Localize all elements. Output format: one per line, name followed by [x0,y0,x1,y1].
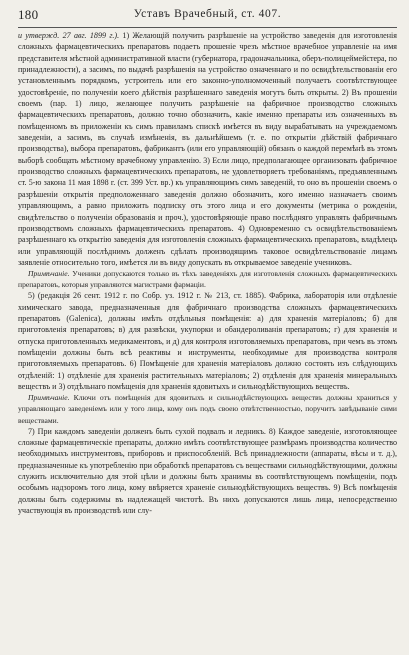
note-text: Ключи отъ помѣщенія для ядовитыхъ и сильнодѣйствующихъ веществъ должны храниться у управляющаго заведеніемъ или у того лица, кому онъ подъ своею отвѣтственностью, поручитъ завѣдываніе сими веществами. [18,393,397,425]
note-keys [18,392,397,425]
running-header [18,5,397,28]
paragraph-lead: и утвержд. 27 авг. 1899 г.). [18,31,120,40]
note-text: Ученики допускаются только въ тѣхъ заведеніяхъ для изготовленія сложныхъ фармацевтическихъ препаратовъ, которыя управляются магистрами фармаціи. [18,269,397,290]
paragraph-rules-7-9 [18,426,397,517]
note-lead: Примѣчаніе. [28,269,70,279]
note-lead: Примѣчаніе. [28,393,70,403]
paragraph-text: 1) Желающій получить разрѣшеніе на устройство заведенія для изготовленія сложныхъ фармацевтическихъ препаратовъ подаетъ прошеніе чрезъ мѣстное врачебное управленіе на имя представителя мѣстной административной власти (губернатора, градоначальника, оберъ-полицеймейстера, по принадлежности), а засимъ, по выдачѣ разрѣшенія на устройство означеннаго и по освидѣтельствованіи его установленнымъ порядкомъ, устроитель или его законно-уполномоченный получаетъ соотвѣтствующее удостовѣреніе, по полученіи коего дѣйствія разрѣшеннаго заведенія могутъ быть открыты. 2) Въ прошеніи своемъ (пар. 1) лицо, желающее получить разрѣшеніе на фабричное производство сложныхъ фармацевтическихъ препаратовъ, должно точно обозначить, какіе именно препараты изъ означенныхъ въ помѣщенномъ въ приложеніи къ симъ правиламъ спискѣ имѣется въ виду вырабатывать на учреждаемомъ заведеніи, а засимъ, въ случаѣ измѣненія, въ дальнѣйшемъ (т. е. по открытіи дѣйствій фабричнаго производства), выбора препаратовъ, фабрикантъ (или его управляющій) обязанъ о каждой перемѣнѣ въ этомъ выборѣ сообщать мѣстному врачебному управленію. 3) Если лицо, предполагающее организовать фабричное производство сложныхъ фармацевтическихъ препаратовъ, не удовлетворяетъ требованіямъ, предъявленнымъ ст. 5-ю закона 11 мая 1898 г. (ст. 399 Уст. вр.) къ управляющимъ симъ заведеній, то оно въ прошеніи своемъ о разрѣшеніи открытія предположеннаго заведенія должно обозначить, кого именно назначаетъ своимъ управляющимъ, а равно приложить подписку отъ этого лица и его документы (метрика о рожденіи, свидѣтельство о полученіи образованія и проч.), удостовѣряющіе право послѣдняго управлять фабричнымъ производствомъ сложныхъ фармацевтическихъ препаратовъ. 4) Одновременно съ освидѣтельствованіемъ разрѣшеннаго къ открытію заведенія для изготовленія сложныхъ фармацевтическихъ препаратовъ, владѣлецъ или управляющій послѣднимъ долженъ сдѣлать производящимъ таковое освидѣтельствованіе лицамъ заявленіе относительно того, имѣется ли въ виду допускать въ открываемое заведеніе учениковъ. [18,31,397,267]
running-title: Уставъ Врачебный, ст. 407. [133,8,282,20]
paragraph-rules-5-6 [18,290,397,392]
page-body [18,30,397,516]
page-number: 180 [18,7,39,22]
note-students [18,268,397,290]
paragraph-rules-1-4 [18,30,397,268]
book-page [0,5,409,655]
paragraph-text: 5) (редакція 26 сент. 1912 г. по Собр. уз. 1912 г. № 213, ст. 1885). Фабрика, лабораторія или отдѣленіе химическаго завода, предназначенныя для фабричнаго производства сложныхъ фармацевтическихъ препаратовъ (Galenica), должны имѣть отдѣльныя помѣщенія: а) для храненія матеріаловъ; б) для приготовленія препаратовъ; в) для развѣски, укупорки и обандероливанія препаратовъ; г) для храненія и отпуска приготовленныхъ медикаментовъ, и д) для контроля изготовляемыхъ препаратовъ, при чемъ въ этомъ помѣщеніи должны быть всѣ реактивы и инструменты, необходимые для производства контроля приготовляемыхъ препаратовъ. 6) Помѣщеніе для храненія матеріаловъ должно состоять изъ слѣдующихъ отдѣленій: 1) отдѣленіе для храненія растительныхъ матеріаловъ; 2) отдѣленія для храненія минеральныхъ веществъ и 3) отдѣльнаго помѣщенія для храненія ядовитыхъ и сильнодѣйствующихъ веществъ. [18,291,397,392]
paragraph-text: 7) При каждомъ заведеніи долженъ быть сухой подвалъ и ледникъ. 8) Каждое заведеніе, изготовляющее сложные фармацевтическіе препараты, должно имѣть соотвѣтствующее размѣрамъ производства количество необходимыхъ инструментовъ, приборовъ и приспособленій. Всѣ принадлежности (аппараты, вѣсы и т. д.), предназначенные къ употребленію при обработкѣ препаратовъ съ веществами сильнодѣйствующими, должны служить исключительно для этой цѣли и должны быть хранимы въ соотвѣтствующемъ помѣщеніи, подъ особымъ надзоромъ того лица, кому ввѣряется храненіе сильнодѣйствующихъ веществъ. 9) Всѣ помѣщенія должны быть содержимы въ надлежащей чистотѣ. Въ нихъ допускаются лишь лица, непосредственно участвующія въ производствѣ или слу- [18,426,397,515]
